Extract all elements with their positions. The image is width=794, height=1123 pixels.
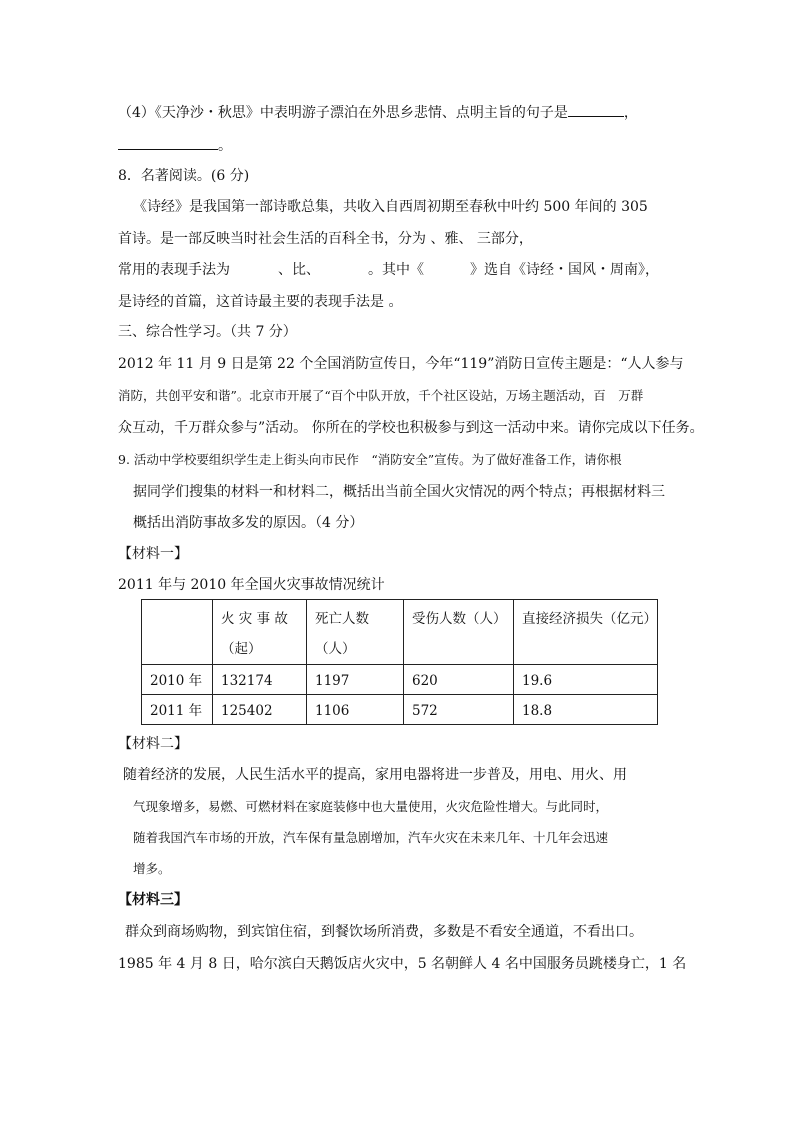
table-header-cell: 死亡人数（人）	[307, 600, 404, 665]
q7-4-comma: ，	[623, 105, 638, 121]
q8-line3	[118, 261, 659, 279]
table-header-cell: 受伤人数（人）	[404, 600, 514, 665]
section3-intro2: 消防，共创平安和谐”。北京市开展了“百个中队开放，千个社区设站，万场主题活动，百 万群	[118, 388, 644, 403]
material1-caption: 2011 年与 2010 年全国火灾事故情况统计	[118, 577, 385, 593]
material2-label: 【材料二】	[118, 736, 188, 752]
q7-4-text: （4）《天净沙・秋思》中表明游子漂泊在外思乡悲情、点明主旨的句子是	[118, 105, 568, 121]
q8-line1: 《诗经》是我国第一部诗歌总集，共收入自西周初期至春秋中叶约 500 年间的 305	[133, 199, 648, 215]
material2-line4: 增多。	[133, 861, 171, 876]
material2-line2: 气现象增多，易燃、可燃材料在家庭装修中也大量使用，火灾危险性增大。与此同时，	[133, 799, 609, 814]
table-cell: 19.6	[514, 665, 658, 695]
table-cell: 132174	[213, 665, 307, 695]
q8-line3d: 》选自《诗经・国风・周南》，	[470, 262, 659, 278]
table-header-cell: 火 灾 事 故（起）	[213, 600, 307, 665]
table-row	[142, 695, 658, 725]
section3-heading: 三、综合性学习。（共 7 分）	[118, 324, 297, 340]
section3-intro3: 众互动，千万群众参与”活动。 你所在的学校也积极参与到这一活动中来。请你完成以下任务。	[118, 420, 704, 436]
fire-statistics-table	[141, 599, 658, 725]
answer-blank[interactable]	[118, 135, 218, 150]
table-header-cell: 直接经济损失（亿元）	[514, 600, 658, 665]
q7-4-line2	[118, 135, 232, 155]
answer-blank[interactable]	[568, 102, 624, 117]
material3-label: 【材料三】	[118, 892, 188, 908]
table-cell: 2011 年	[142, 695, 213, 725]
q7-4-period: 。	[218, 138, 232, 154]
section3-intro1: 2012 年 11 月 9 日是第 22 个全国消防宣传日，今年“119”消防日宣传主题是：“人人参与	[118, 356, 684, 372]
q8-line2: 首诗。是一部反映当时社会生活的百科全书，分为 、雅、 三部分，	[118, 231, 533, 247]
table-cell: 1197	[307, 665, 404, 695]
q8-line3b: 、比、	[278, 262, 320, 278]
q9-line2: 据同学们搜集的材料一和材料二，概括出当前全国火灾情况的两个特点；再根据材料三	[133, 484, 665, 500]
material3-line2: 1985 年 4 月 8 日，哈尔滨白天鹅饭店火灾中，5 名朝鲜人 4 名中国服务员跳楼身亡，1 名	[118, 956, 687, 972]
table-cell: 620	[404, 665, 514, 695]
q9-line1: 9. 活动中学校要组织学生走上街头向市民作 “消防安全”宣传。为了做好准备工作，请你根	[118, 452, 622, 467]
table-cell: 18.8	[514, 695, 658, 725]
material1-label: 【材料一】	[118, 546, 188, 562]
table-cell: 2010 年	[142, 665, 213, 695]
material2-line1: 随着经济的发展，人民生活水平的提高，家用电器将进一步普及，用电、用火、用	[123, 767, 627, 783]
q9-line3: 概括出消防事故多发的原因。（4 分）	[133, 515, 364, 531]
q8-heading: 8．名著阅读。(6 分)	[118, 168, 250, 184]
material2-line3: 随着我国汽车市场的开放，汽车保有量急剧增加，汽车火灾在未来几年、十几年会迅速	[133, 830, 609, 845]
table-cell: 125402	[213, 695, 307, 725]
table-row	[142, 665, 658, 695]
material3-line1: 群众到商场购物，到宾馆住宿，到餐饮场所消费，多数是不看安全通道，不看出口。	[125, 924, 643, 940]
table-header-cell	[142, 600, 213, 665]
q8-line4: 是诗经的首篇，这首诗最主要的表现手法是 。	[118, 294, 403, 310]
table-cell: 1106	[307, 695, 404, 725]
q8-line3a: 常用的表现手法为	[118, 262, 230, 278]
table-cell: 572	[404, 695, 514, 725]
q7-4-line	[118, 102, 638, 122]
q8-line3c: 。其中《	[368, 262, 424, 278]
table-header-row	[142, 600, 658, 665]
